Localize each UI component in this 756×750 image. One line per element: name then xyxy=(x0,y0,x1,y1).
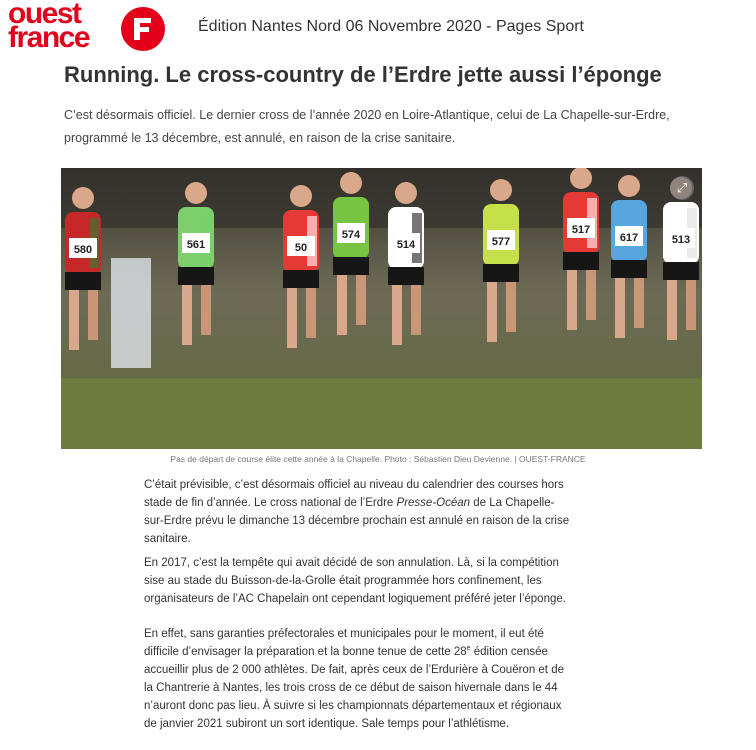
ouest-france-logo[interactable] xyxy=(8,2,168,56)
paragraph-1: C’était prévisible, c’est désormais officiel au niveau du calendrier des courses hors stade de fin d’année. Le cross national de l’Erdre Presse-Océan de La Chapelle-sur-Erdre prévu le dimanche 13 décembre prochain est annulé en raison de la crise sanitaire. xyxy=(144,479,570,545)
bib-number: 514 xyxy=(396,239,416,251)
bib-number: 577 xyxy=(491,236,511,248)
article-body xyxy=(144,476,574,750)
newspaper-name: Presse-Océan xyxy=(396,497,471,509)
edition-line: Édition Nantes Nord 06 Novembre 2020 - Pages Sport xyxy=(198,18,584,35)
bib-number: 561 xyxy=(186,239,206,251)
logo-circle-icon xyxy=(120,6,166,52)
article-photo[interactable] xyxy=(61,168,702,449)
bib-number: 513 xyxy=(671,234,691,246)
bib-number: 580 xyxy=(73,244,93,256)
article-lead: C’est désormais officiel. Le dernier cross de l’année 2020 en Loire-Atlantique, celui de La Chapelle-sur-Erdre, programmé le 13 décembre, est annulé, en raison de la crise sanitaire. xyxy=(64,108,670,145)
bib-number: 517 xyxy=(571,224,591,236)
page-header xyxy=(0,0,756,58)
bib-number: 50 xyxy=(294,242,308,254)
paragraph-3: En effet, sans garanties préfectorales et municipales pour le moment, il eut été difficile d’envisager la préparation et la bonne tenue de cette 28e édition censée accueillir plus de 2 000 athlètes. De fait, après ceux de l’Erdurière à Couëron et de la Chantrerie à Nantes, les trois cross de ce début de saison hivernale dans le 44 n’auront donc pas lieu. À suivre si les championnats départementaux et régionaux de janvier 2021 subiront un sort identique. Sale temps pour l’athlétisme. xyxy=(144,628,564,730)
logo-line-2: france xyxy=(8,21,90,54)
article-title: Running. Le cross-country de l’Erdre jette aussi l’éponge xyxy=(64,62,662,87)
expand-icon[interactable]: ⤢ xyxy=(670,176,694,200)
runners-illustration xyxy=(61,168,702,449)
photo-caption: Pas de départ de course élite cette année à la Chapelle. Photo : Sébastien Dieu Devienne. | OUEST-FRANCE xyxy=(170,454,586,464)
bib-number: 574 xyxy=(341,229,361,241)
paragraph-2: En 2017, c’est la tempête qui avait décidé de son annulation. Là, si la compétition sise au stade du Buisson-de-la-Grolle était programmée hors confinement, les organisateurs de l’AC Chapelain ont cependant logiquement préféré jeter l’éponge. xyxy=(144,557,566,605)
logo-wordmark xyxy=(8,0,116,54)
logo-line-1: ouest xyxy=(8,0,81,30)
bib-number: 617 xyxy=(619,232,639,244)
